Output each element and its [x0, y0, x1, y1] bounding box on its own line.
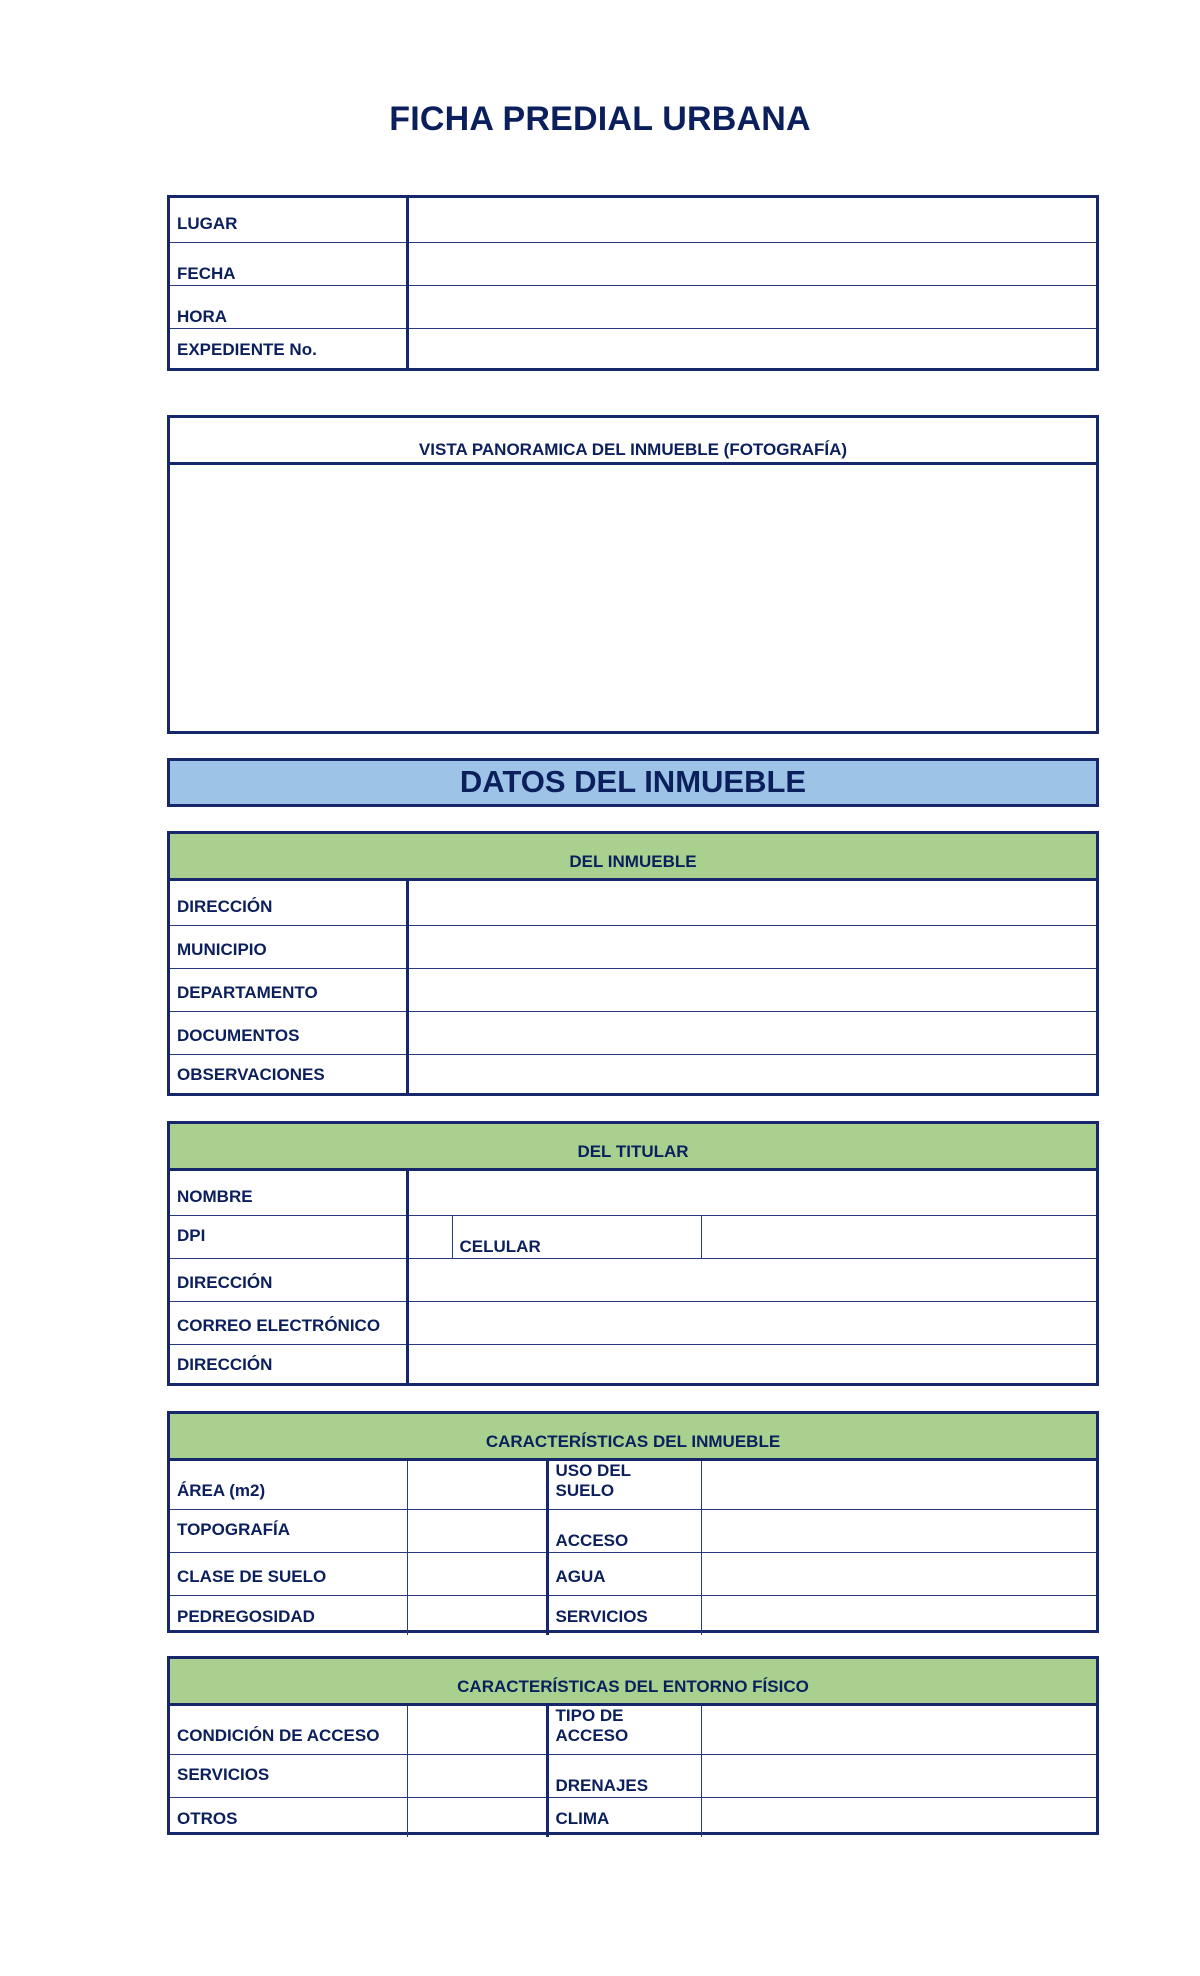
caracteristicas-table: [167, 1411, 1099, 1633]
expediente-label: EXPEDIENTE No.: [170, 328, 407, 368]
photo-box: [167, 415, 1099, 734]
hora-field[interactable]: [407, 285, 1096, 328]
titular-direccion-field[interactable]: [407, 1258, 1096, 1301]
clima-label: CLIMA: [547, 1798, 701, 1837]
otros-field[interactable]: [407, 1798, 547, 1837]
acceso-field[interactable]: [701, 1510, 1096, 1553]
otros-label: OTROS: [170, 1798, 407, 1837]
clase-suelo-label: CLASE DE SUELO: [170, 1553, 407, 1596]
uso-suelo-field[interactable]: [701, 1461, 1096, 1510]
agua-label: AGUA: [547, 1553, 701, 1596]
area-field[interactable]: [407, 1461, 547, 1510]
entorno-header: CARACTERÍSTICAS DEL ENTORNO FÍSICO: [170, 1659, 1096, 1706]
dpi-field[interactable]: [407, 1215, 452, 1258]
caracteristicas-header: CARACTERÍSTICAS DEL INMUEBLE: [170, 1414, 1096, 1461]
inmueble-table: [167, 831, 1099, 1096]
correo-field[interactable]: [407, 1301, 1096, 1344]
drenajes-label: DRENAJES: [547, 1755, 701, 1798]
page-title: FICHA PREDIAL URBANA: [389, 100, 811, 138]
titular-table: [167, 1121, 1099, 1386]
photo-header: VISTA PANORAMICA DEL INMUEBLE (FOTOGRAFÍA): [170, 418, 1096, 465]
condicion-acceso-label: CONDICIÓN DE ACCESO: [170, 1706, 407, 1755]
entorno-table: [167, 1656, 1099, 1835]
departamento-label: DEPARTAMENTO: [170, 968, 407, 1011]
lugar-field[interactable]: [407, 198, 1096, 242]
titular-header: DEL TITULAR: [170, 1124, 1096, 1171]
section-banner: DATOS DEL INMUEBLE: [167, 758, 1099, 807]
entorno-servicios-field[interactable]: [407, 1755, 547, 1798]
correo-label: CORREO ELECTRÓNICO: [170, 1301, 407, 1344]
general-info-table: [167, 195, 1099, 371]
observaciones-field[interactable]: [407, 1054, 1096, 1093]
tipo-acceso-field[interactable]: [701, 1706, 1096, 1755]
hora-label: HORA: [170, 285, 407, 328]
expediente-field[interactable]: [407, 328, 1096, 368]
clase-suelo-field[interactable]: [407, 1553, 547, 1596]
area-label: ÁREA (m2): [170, 1461, 407, 1510]
drenajes-field[interactable]: [701, 1755, 1096, 1798]
inmueble-direccion-label: DIRECCIÓN: [170, 881, 407, 925]
servicios-field[interactable]: [701, 1596, 1096, 1635]
nombre-label: NOMBRE: [170, 1171, 407, 1215]
titular-direccion-label: DIRECCIÓN: [170, 1258, 407, 1301]
tipo-acceso-label: TIPO DE ACCESO: [547, 1706, 701, 1755]
photo-placeholder[interactable]: [170, 465, 1096, 731]
acceso-label: ACCESO: [547, 1510, 701, 1553]
condicion-acceso-field[interactable]: [407, 1706, 547, 1755]
uso-suelo-label: USO DEL SUELO: [547, 1461, 701, 1510]
inmueble-direccion-field[interactable]: [407, 881, 1096, 925]
municipio-label: MUNICIPIO: [170, 925, 407, 968]
nombre-field[interactable]: [407, 1171, 1096, 1215]
titular-direccion2-label: DIRECCIÓN: [170, 1344, 407, 1383]
observaciones-label: OBSERVACIONES: [170, 1054, 407, 1093]
agua-field[interactable]: [701, 1553, 1096, 1596]
municipio-field[interactable]: [407, 925, 1096, 968]
lugar-label: LUGAR: [170, 198, 407, 242]
departamento-field[interactable]: [407, 968, 1096, 1011]
documentos-label: DOCUMENTOS: [170, 1011, 407, 1054]
pedregosidad-label: PEDREGOSIDAD: [170, 1596, 407, 1635]
topografia-field[interactable]: [407, 1510, 547, 1553]
celular-field[interactable]: [701, 1215, 1096, 1258]
entorno-servicios-label: SERVICIOS: [170, 1755, 407, 1798]
fecha-field[interactable]: [407, 242, 1096, 285]
dpi-label: DPI: [170, 1215, 407, 1258]
celular-label: CELULAR: [452, 1215, 701, 1258]
servicios-label: SERVICIOS: [547, 1596, 701, 1635]
documentos-field[interactable]: [407, 1011, 1096, 1054]
inmueble-header: DEL INMUEBLE: [170, 834, 1096, 881]
fecha-label: FECHA: [170, 242, 407, 285]
topografia-label: TOPOGRAFÍA: [170, 1510, 407, 1553]
clima-field[interactable]: [701, 1798, 1096, 1837]
titular-direccion2-field[interactable]: [407, 1344, 1096, 1383]
pedregosidad-field[interactable]: [407, 1596, 547, 1635]
